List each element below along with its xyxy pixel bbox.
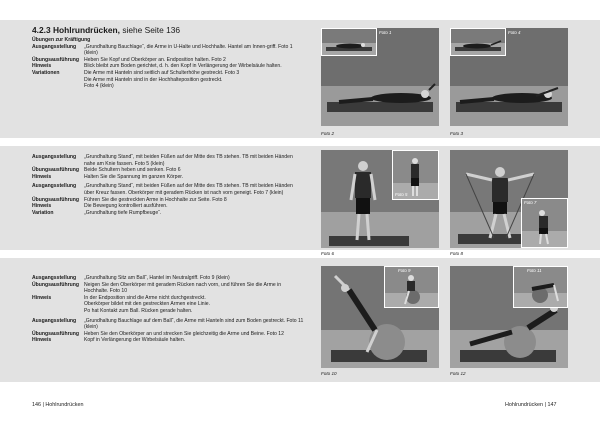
row-label: Ausgangsstellung — [32, 183, 77, 190]
photo-label: Foto 4 — [508, 30, 521, 35]
row-label: Ausgangsstellung — [32, 154, 77, 160]
instruction-row — [32, 337, 304, 344]
text-block-3 — [32, 275, 304, 344]
row-label: Ausgangsstellung — [32, 317, 77, 324]
instruction-row — [32, 154, 304, 167]
instruction-row — [32, 167, 304, 174]
row-label: Hinweis — [32, 203, 52, 210]
row-text: „Grundhaltung Sitz am Ball“, Hantel im Neutralgriff. Foto 9 (klein) — [84, 275, 230, 281]
row-text: Foto 4 (klein) — [84, 83, 114, 90]
subtitle: Übungen zur Kräftigung — [32, 37, 91, 43]
instruction-row — [32, 44, 304, 57]
photo-foto-9 — [384, 266, 439, 308]
row-label — [32, 301, 84, 308]
row-text: In der Endposition sind die Arme nicht durchgestreckt. — [84, 294, 206, 301]
text-block-2 — [32, 154, 304, 216]
instruction-row — [32, 210, 304, 217]
section-number: 4.2.3 — [32, 25, 51, 35]
photo-caption: Foto 12 — [450, 371, 466, 376]
instruction-row — [32, 183, 304, 196]
photo-caption: Foto 6 — [321, 251, 335, 256]
instruction-row — [32, 70, 304, 77]
photo-foto-4 — [450, 28, 506, 56]
section-title: Hohlrundrücken — [52, 25, 118, 35]
instruction-row — [32, 83, 304, 90]
instruction-row — [32, 174, 304, 181]
row-label: Hinweis — [32, 63, 52, 70]
row-text: „Grundhaltung Bauchlage“, die Arme in U-Halte und Hochhalte. Hantel am Innen-griff. Foto 1 (klein) — [84, 43, 293, 57]
row-text: Die Arme mit Hanteln sind seitlich auf Schulterhöhe gestreckt. Foto 3 — [84, 69, 240, 76]
row-text: Oberkörper bildet mit den gestreckten Armen eine Linie. — [84, 301, 210, 308]
instruction-row — [32, 57, 304, 64]
row-label: Ausgangsstellung — [32, 275, 77, 281]
text-block-1 — [32, 25, 304, 90]
instruction-row — [32, 282, 304, 295]
row-label: Übungsausführung — [32, 167, 79, 174]
row-text: Po hat Kontakt zum Ball. Rücken gerade halten. — [84, 307, 193, 314]
instruction-row — [32, 295, 304, 302]
row-text: „Grundhaltung Stand“, mit beiden Füßen auf der Mitte des TB stehen. TB mit beiden Händen nahe am Knie fassen. Foto 5 (klein) — [84, 154, 293, 167]
section-heading: 4.2.3 Hohlrundrücken, siehe Seite 136 — [32, 25, 181, 35]
row-text: Heben Sie den Oberkörper an und strecken Sie gleichzeitig die Arme und Beine. Foto 12 — [84, 330, 284, 337]
running-title-left: Hohlrundrücken — [45, 402, 84, 408]
row-label: Übungsausführung — [32, 56, 79, 63]
row-label: Hinweis — [32, 337, 52, 344]
instruction-row — [32, 77, 304, 84]
instruction-row — [32, 301, 304, 308]
row-label — [32, 83, 84, 90]
row-label: Variationen — [32, 69, 60, 76]
instruction-row — [32, 203, 304, 210]
row-text: Halten Sie die Spannung im ganzen Körper. — [84, 173, 184, 180]
row-text: Die Bewegung kontrolliert ausführen. — [84, 203, 168, 210]
photo-caption: Foto 10 — [321, 371, 337, 376]
footer-left: 146 | Hohlrundrücken — [32, 402, 84, 408]
row-label — [32, 77, 84, 84]
photo-label: Foto 9 — [398, 268, 411, 273]
running-title-right: Hohlrundrücken — [505, 402, 544, 408]
row-label: Übungsausführung — [32, 281, 79, 288]
instruction-row — [32, 197, 304, 204]
row-label: Hinweis — [32, 173, 52, 180]
row-text: Beide Schultern heben und senken. Foto 6 — [84, 167, 181, 174]
row-text: Blick bleibt zum Boden gerichtet, d. h. den Kopf in Verlängerung der Wirbelsäule halten. — [84, 63, 282, 70]
photo-label: Foto 1 — [379, 30, 392, 35]
see-page-link[interactable]: siehe Seite 136 — [122, 25, 181, 35]
instruction-row — [32, 63, 304, 70]
row-label — [32, 308, 84, 315]
photo-caption: Foto 3 — [450, 131, 464, 136]
row-label: Übungsausführung — [32, 196, 79, 203]
instruction-row — [32, 275, 304, 282]
photo-label: Foto 7 — [524, 200, 537, 205]
instruction-row — [32, 318, 304, 331]
instruction-row — [32, 308, 304, 315]
photo-foto-7 — [521, 198, 568, 248]
photo-label: Foto 5 — [395, 192, 408, 197]
page-number-left: 146 — [32, 402, 41, 408]
row-text: Die Arme mit Hanteln sind in der Hochhalteposition gestreckt. — [84, 76, 223, 83]
row-text: Führen Sie die gestreckten Arme in Hochhalte zur Seite. Foto 8 — [84, 196, 227, 203]
photo-foto-1 — [321, 28, 377, 56]
instruction-row — [32, 331, 304, 338]
row-text: Kopf in Verlängerung der Wirbelsäule halten. — [84, 337, 186, 344]
row-label: Hinweis — [32, 294, 52, 301]
photo-caption: Foto 2 — [321, 131, 335, 136]
row-text: Heben Sie Kopf und Oberkörper an. Endposition halten. Foto 2 — [84, 56, 226, 63]
row-label: Übungsausführung — [32, 330, 79, 337]
row-label: Variation — [32, 209, 54, 216]
row-text: „Grundhaltung Bauchlage auf dem Ball“, die Arme mit Hanteln sind zum Boden gestreckt. Foto 11 (klein) — [84, 317, 304, 331]
row-text: „Grundhaltung Stand“, mit beiden Füßen auf der Mitte des TB stehen. TB mit beiden Händen über Kreuz fassen. Oberkörper mit geradem Rücken ist nach vorn geneigt. Foto 7 (klein) — [84, 183, 293, 196]
row-label: Ausgangsstellung — [32, 43, 77, 50]
footer-right: Hohlrundrücken | 147 — [505, 402, 557, 408]
row-text: „Grundhaltung tiefe Rumpfbeuge“. — [84, 209, 162, 216]
photo-label: Foto 11 — [527, 268, 542, 273]
page-number-right: 147 — [547, 402, 557, 408]
photo-caption: Foto 8 — [450, 251, 464, 256]
row-text: Neigen Sie den Oberkörper mit geradem Rücken nach vorn, und führen Sie die Arme in Hochhalte. Foto 10 — [84, 281, 282, 295]
